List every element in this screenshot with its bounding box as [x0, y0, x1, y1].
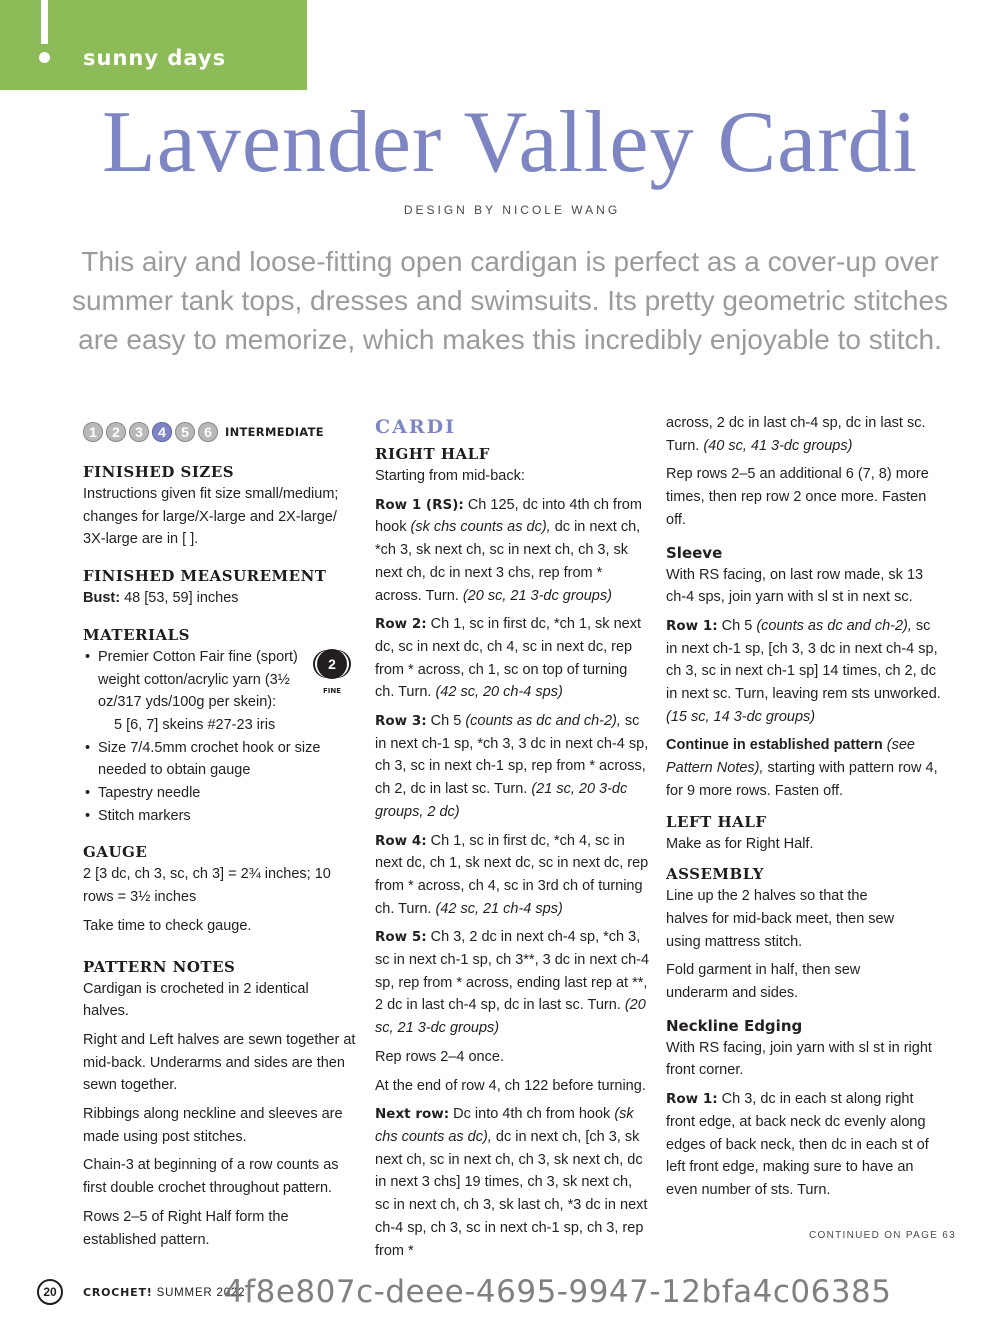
pattern-note: Right and Left halves are sewn together at mid-back. Underarms and sides are then sewn together.	[83, 1031, 356, 1094]
repeat-text: Rep rows 2–4 once.	[375, 1048, 504, 1065]
repeat-more: Rep rows 2–5 an additional 6 (7, 8) more times, then rep row 2 once more. Fasten off.	[666, 466, 929, 528]
skill-level-5: 5	[175, 422, 195, 442]
list-item: • Size 7/4.5mm crochet hook or size needed to obtain gauge	[83, 737, 358, 782]
next-row: Next row: Dc into 4th ch from hook (sk chs counts as dc), dc in next ch, [ch 3, sk next ch, sc in next ch, ch 3, sk next ch, dc in next 3 chs] 19 times, ch 3, sk next ch, sc in next ch, ch 3, sk last ch, *3 dc in next ch-4 sp, ch 3, sc in next ch-1 sp, ch 3, rep from *	[375, 1106, 648, 1259]
assembly-heading: ASSEMBLY	[666, 865, 764, 884]
yarn-weight-label: FINE	[322, 687, 342, 695]
measurement-value: 48 [53, 59] inches	[120, 590, 239, 607]
list-item: • Premier Cotton Fair fine (sport) weight cotton/acrylic yarn (3½ oz/317 yds/100g per skein): 5 [6, 7] skeins #27-23 iris	[83, 646, 358, 737]
neckline-row-1: Row 1: Ch 3, dc in each st along right front edge, at back neck dc evenly along edges of back neck, then dc in each st of left front edge, making sure to have an even number of sts. Turn.	[666, 1091, 929, 1198]
skill-level-4: 4	[152, 422, 172, 442]
pattern-note: Ribbings along neckline and sleeves are made using post stitches.	[83, 1106, 343, 1145]
yarn-weight-number: 2	[317, 649, 347, 679]
left-half-text: Make as for Right Half.	[666, 835, 814, 852]
column-1	[83, 412, 358, 1257]
skill-level-1: 1	[83, 422, 103, 442]
row-4: Row 4: Ch 1, sc in first dc, *ch 4, sc in next dc, ch 1, sk next dc, sc in next dc, rep from * across, ch 4, sc in 3rd ch of turning ch. Turn. (42 sc, 21 ch-4 sps)	[375, 832, 649, 917]
neckline-heading: Neckline Edging	[666, 1016, 803, 1035]
list-item: • Stitch markers	[83, 805, 358, 828]
section-tab	[0, 0, 307, 90]
finished-sizes-heading: FINISHED SIZES	[83, 463, 235, 481]
neckline-text: With RS facing, join yarn with sl st in right front corner.	[666, 1039, 932, 1079]
page-title: Lavender Valley Cardi	[102, 94, 918, 191]
sleeve-heading: Sleeve	[666, 543, 723, 562]
exclamation-icon	[35, 0, 55, 70]
measurement-heading: FINISHED MEASUREMENT	[83, 567, 327, 586]
pattern-notes-heading: PATTERN NOTES	[83, 957, 236, 976]
continued-note: CONTINUED ON PAGE 63	[809, 1230, 956, 1241]
measurement-text	[83, 587, 358, 610]
assembly-text: Fold garment in half, then sew underarm and sides.	[666, 962, 861, 1002]
cardi-heading: CARDI	[375, 416, 457, 438]
assembly-text: Line up the 2 halves so that the halves for mid-back meet, then sew using mattress stitch.	[666, 888, 895, 950]
row-2: Row 2: Ch 1, sc in first dc, *ch 1, sk next dc, sc in next dc, ch 4, sc in next dc, rep from * across, ch 1, sc on top of turning ch. Turn. (42 sc, 20 ch-4 sps)	[375, 616, 641, 701]
section-label: sunny days	[83, 46, 227, 70]
list-item: • Tapestry needle	[83, 782, 358, 805]
measurement-label: Bust:	[83, 590, 121, 607]
skill-level-3: 3	[129, 422, 149, 442]
page-number: 20	[37, 1279, 63, 1305]
right-half-heading: RIGHT HALF	[375, 445, 490, 463]
watermark: 4f8e807c-deee-4695-9947-12bfa4c06385	[224, 1274, 892, 1310]
start-text: Starting from mid-back:	[375, 468, 525, 484]
intro-text: This airy and loose-fitting open cardigan is perfect as a cover-up over summer tank tops, dresses and swimsuits. Its pretty geometric stitches are easy to memorize, which makes this incredibly enjoyable to stitch.	[71, 246, 949, 355]
pattern-note: Rows 2–5 of Right Half form the established pattern.	[83, 1208, 289, 1248]
finished-sizes-text: Instructions given fit size small/medium; changes for large/X-large and 2X-large/ 3X-large are in [ ].	[83, 486, 339, 548]
footer	[37, 1279, 245, 1305]
row-1: Row 1 (RS): Ch 125, dc into 4th ch from hook (sk chs counts as dc), dc in next ch, *ch 3, sk next ch, sc in next ch, ch 3, sk next ch, dc in next 3 chs, rep from * across. Turn. (20 sc, 21 3-dc groups)	[375, 496, 642, 604]
materials-sub: 5 [6, 7] skeins #27-23 iris	[114, 716, 276, 733]
skill-level	[83, 417, 358, 447]
row-5: Row 5: Ch 3, 2 dc in next ch-4 sp, *ch 3, sc in next ch-1 sp, ch 3**, 3 dc in next ch-4 sp, rep from * across, ending last rep at **, 2 dc in last ch-4 sp, dc in last sc. Turn. (20 sc, 21 3-dc groups)	[375, 929, 650, 1037]
row-3: Row 3: Ch 5 (counts as dc and ch-2), sc in next ch-1 sp, *ch 3, 3 dc in next ch-4 sp, ch 3, sc in next ch-1 sp, rep from * across, ch 2, dc in last sc. Turn. (21 sc, 20 3-dc groups, 2 dc)	[375, 713, 649, 820]
pattern-note: Cardigan is crocheted in 2 identical halves.	[83, 980, 309, 1020]
skill-level-2: 2	[106, 422, 126, 442]
gauge-text: 2 [3 dc, ch 3, sc, ch 3] = 2¾ inches; 10 rows = 3½ inches	[83, 866, 331, 906]
yarn-weight-icon	[314, 649, 350, 695]
skill-label: INTERMEDIATE	[225, 424, 324, 439]
column-2	[375, 412, 650, 1268]
byline: DESIGN BY NICOLE WANG	[403, 203, 621, 217]
continued-row: across, 2 dc in last ch-4 sp, dc in last sc. Turn. (40 sc, 41 3-dc groups)	[666, 415, 926, 454]
repeat-text: At the end of row 4, ch 122 before turning.	[375, 1077, 646, 1094]
materials-heading: MATERIALS	[83, 625, 191, 644]
magazine-credit: CROCHET! SUMMER 2022	[83, 1285, 246, 1299]
column-3	[666, 412, 941, 1208]
sleeve-text: With RS facing, on last row made, sk 13 ch-4 sps, join yarn with sl st in next sc.	[666, 566, 924, 606]
sleeve-row-1: Row 1: Ch 5 (counts as dc and ch-2), sc in next ch-1 sp, [ch 3, 3 dc in next ch-4 sp, ch 3, sc in next ch-1 sp] 14 times, ch 2, dc in next sc. Turn, leaving rem sts unworked. (15 sc, 14 3-dc groups)	[666, 617, 941, 725]
skill-level-6: 6	[198, 422, 218, 442]
continue-pattern: Continue in established pattern (see Pattern Notes), starting with pattern row 4, for 9 more rows. Fasten off.	[666, 737, 938, 799]
gauge-check: Take time to check gauge.	[83, 917, 252, 934]
left-half-heading: LEFT HALF	[666, 812, 767, 831]
gauge-heading: GAUGE	[83, 843, 148, 862]
pattern-note: Chain-3 at beginning of a row counts as first double crochet throughout pattern.	[83, 1157, 339, 1197]
